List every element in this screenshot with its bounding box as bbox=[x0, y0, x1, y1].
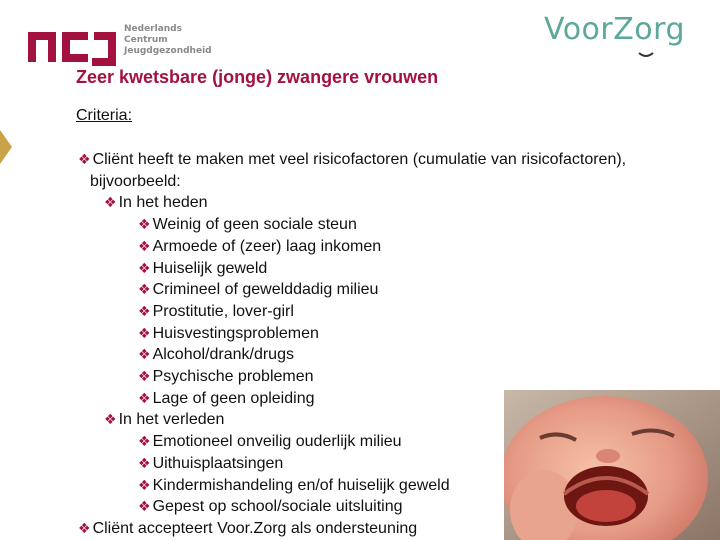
diamond-bullet-icon: ❖ bbox=[138, 368, 151, 385]
list-item: ❖ Armoede of (zeer) laag inkomen bbox=[138, 237, 382, 255]
list-item: ❖ Alcohol/drank/drugs bbox=[138, 346, 294, 364]
list-item: ❖ Emotioneel onveilig ouderlijk milieu bbox=[138, 433, 402, 451]
criteria-label: Criteria: bbox=[76, 107, 133, 124]
diamond-bullet-icon: ❖ bbox=[138, 389, 151, 406]
ncj-logo-line: Nederlands bbox=[124, 24, 182, 34]
diamond-bullet-icon: ❖ bbox=[78, 519, 91, 536]
ncj-logo-line: Centrum bbox=[124, 35, 168, 45]
diamond-bullet-icon: ❖ bbox=[138, 454, 151, 471]
diamond-bullet-icon: ❖ bbox=[138, 259, 151, 276]
diamond-bullet-icon: ❖ bbox=[138, 237, 151, 254]
list-item: ❖ Weinig of geen sociale steun bbox=[138, 216, 357, 234]
list-item: ❖ Lage of geen opleiding bbox=[138, 389, 315, 407]
list-item: ❖ Huisvestingsproblemen bbox=[138, 324, 319, 342]
list-item-continuation: bijvoorbeeld: bbox=[90, 172, 181, 190]
diamond-bullet-icon: ❖ bbox=[138, 302, 151, 319]
diamond-bullet-icon: ❖ bbox=[138, 433, 151, 450]
diamond-bullet-icon: ❖ bbox=[104, 194, 117, 211]
list-item: ❖ Prostitutie, lover-girl bbox=[138, 302, 294, 320]
diamond-bullet-icon: ❖ bbox=[138, 281, 151, 298]
crying-baby-photo bbox=[504, 390, 720, 540]
list-item: ❖ Huiselijk geweld bbox=[138, 259, 268, 277]
diamond-bullet-icon: ❖ bbox=[138, 324, 151, 341]
voorzorg-logo-swoosh bbox=[638, 52, 654, 58]
list-item: ❖ Gepest op school/sociale uitsluiting bbox=[138, 498, 403, 516]
voorzorg-logo bbox=[544, 12, 685, 47]
voorzorg-logo-text: VoorZorg bbox=[544, 12, 685, 47]
diamond-bullet-icon: ❖ bbox=[104, 411, 117, 428]
list-item: ❖ Kindermishandeling en/of huiselijk geweld bbox=[138, 476, 450, 494]
diamond-bullet-icon: ❖ bbox=[138, 346, 151, 363]
list-item: ❖ In het verleden bbox=[104, 411, 225, 429]
ncj-logo-text bbox=[124, 24, 212, 57]
list-item: ❖ Uithuisplaatsingen bbox=[138, 454, 284, 472]
side-arrow-decoration bbox=[0, 130, 12, 164]
slide-title: Zeer kwetsbare (jonge) zwangere vrouwen bbox=[76, 67, 439, 87]
diamond-bullet-icon: ❖ bbox=[138, 476, 151, 493]
diamond-bullet-icon: ❖ bbox=[138, 216, 151, 233]
diamond-bullet-icon: ❖ bbox=[138, 498, 151, 515]
list-item: ❖ Cliënt accepteert Voor.Zorg als ondersteuning bbox=[78, 519, 418, 537]
list-item: ❖ In het heden bbox=[104, 194, 208, 212]
ncj-logo bbox=[28, 24, 120, 66]
ncj-logo-line: Jeugdgezondheid bbox=[124, 46, 212, 56]
list-item: ❖ Psychische problemen bbox=[138, 368, 314, 386]
list-item: ❖ Crimineel of gewelddadig milieu bbox=[138, 281, 379, 299]
list-item: ❖ Cliënt heeft te maken met veel risicofactoren (cumulatie van risicofactoren), bbox=[78, 151, 627, 168]
diamond-bullet-icon: ❖ bbox=[78, 151, 91, 167]
